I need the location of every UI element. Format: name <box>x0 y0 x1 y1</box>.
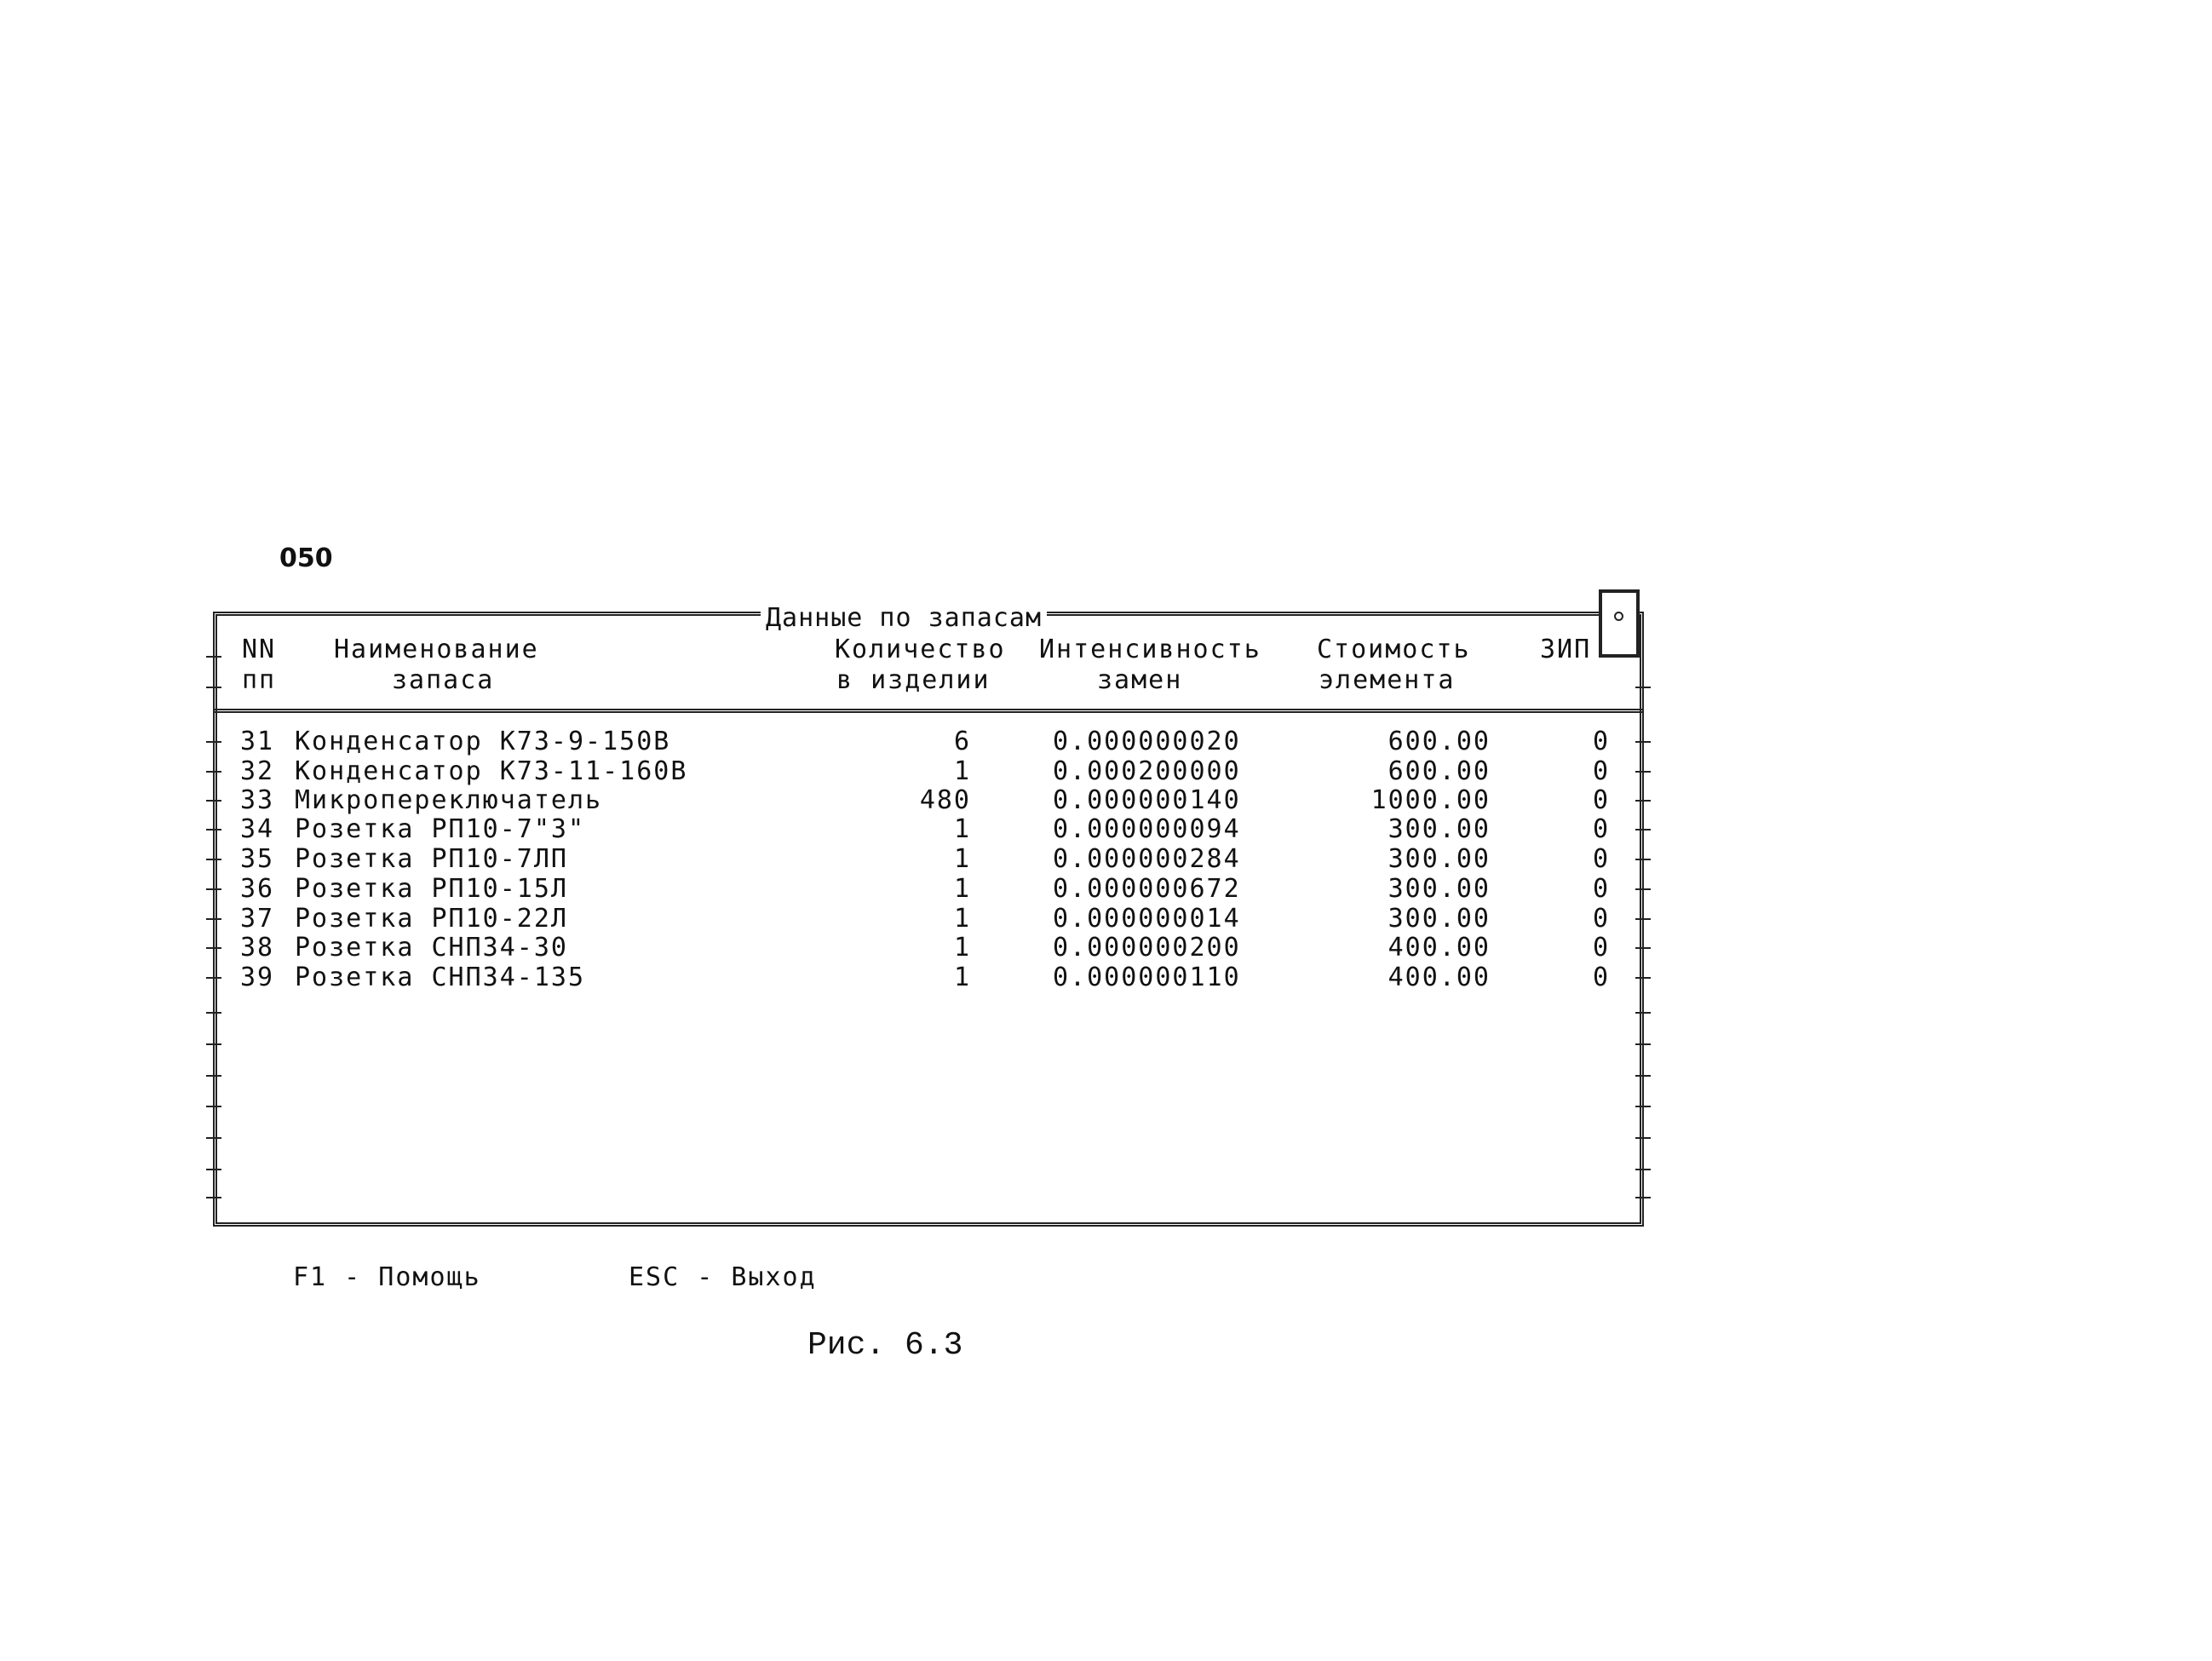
header-divider <box>213 709 1644 713</box>
table-row[interactable] <box>0 933 1704 962</box>
border-tick <box>1635 1169 1651 1170</box>
border-tick <box>1635 771 1651 773</box>
border-tick <box>1635 1012 1651 1014</box>
figure-caption: Рис. 6.3 <box>807 1327 963 1364</box>
row-qty: 1 <box>953 756 971 786</box>
row-intensity: 0.000000014 <box>1053 904 1241 934</box>
border-tick <box>1635 1106 1651 1107</box>
row-intensity: 0.000000284 <box>1053 844 1241 874</box>
row-num: 39 <box>240 963 275 992</box>
header-zip: ЗИП <box>1540 635 1592 664</box>
row-cost: 600.00 <box>1388 756 1491 786</box>
table-row[interactable] <box>0 756 1704 785</box>
border-tick <box>206 1106 221 1107</box>
row-num: 36 <box>240 874 275 904</box>
table-row[interactable] <box>0 874 1704 903</box>
row-name: Розетка РП10-7ЛП <box>295 844 568 874</box>
border-tick <box>206 1197 221 1198</box>
border-tick <box>206 977 221 979</box>
row-name: Розетка СНП34-30 <box>295 933 568 963</box>
window-close-button[interactable] <box>1599 589 1640 658</box>
border-tick <box>1635 687 1651 688</box>
border-tick <box>1635 829 1651 830</box>
border-tick <box>1635 741 1651 743</box>
border-tick <box>206 800 221 802</box>
border-tick <box>206 1043 221 1045</box>
row-cost: 300.00 <box>1388 904 1491 934</box>
row-intensity: 0.000200000 <box>1053 756 1241 786</box>
row-num: 37 <box>240 904 275 934</box>
row-name: Конденсатор К73-11-160В <box>295 756 688 786</box>
row-intensity: 0.000000094 <box>1053 814 1241 844</box>
row-name: Розетка СНП34-135 <box>295 963 586 992</box>
table-row[interactable] <box>0 844 1704 873</box>
row-name: Розетка РП10-22Л <box>295 904 568 934</box>
border-tick <box>206 859 221 860</box>
row-num: 32 <box>240 756 275 786</box>
row-zip: 0 <box>1592 904 1610 934</box>
row-cost: 300.00 <box>1388 814 1491 844</box>
header-qty-2: в изделии <box>836 665 991 695</box>
exit-key[interactable]: ESC - Выход <box>629 1262 817 1292</box>
border-tick <box>1635 918 1651 920</box>
border-tick <box>206 1137 221 1139</box>
row-zip: 0 <box>1592 933 1610 963</box>
header-intensity-1: Интенсивность <box>1039 635 1261 664</box>
row-qty: 1 <box>953 844 971 874</box>
border-tick <box>206 888 221 890</box>
header-name-2: запаса <box>392 665 495 695</box>
row-cost: 400.00 <box>1388 933 1491 963</box>
table-row[interactable] <box>0 963 1704 991</box>
border-tick <box>206 1075 221 1077</box>
help-key[interactable]: F1 - Помощь <box>293 1262 481 1292</box>
row-num: 35 <box>240 844 275 874</box>
row-cost: 1000.00 <box>1370 785 1491 815</box>
row-num: 33 <box>240 785 275 815</box>
border-tick <box>1635 977 1651 979</box>
row-zip: 0 <box>1592 756 1610 786</box>
row-qty: 1 <box>953 904 971 934</box>
header-qty-1: Количество <box>835 635 1006 664</box>
border-tick <box>1635 1075 1651 1077</box>
border-tick <box>1635 1043 1651 1045</box>
row-zip: 0 <box>1592 844 1610 874</box>
border-tick <box>206 687 221 688</box>
window-title: Данные по запасам <box>761 603 1047 633</box>
row-qty: 6 <box>953 727 971 756</box>
border-tick <box>206 829 221 830</box>
border-tick <box>1635 888 1651 890</box>
row-num: 38 <box>240 933 275 963</box>
header-intensity-2: замен <box>1097 665 1183 695</box>
header-num-2: пп <box>242 665 277 695</box>
close-icon <box>1614 612 1623 621</box>
row-num: 34 <box>240 814 275 844</box>
row-qty: 1 <box>953 874 971 904</box>
row-zip: 0 <box>1592 874 1610 904</box>
header-cost-2: элемента <box>1319 665 1456 695</box>
border-tick <box>206 1169 221 1170</box>
row-qty: 480 <box>919 785 971 815</box>
table-row[interactable] <box>0 814 1704 843</box>
table-row[interactable] <box>0 785 1704 814</box>
page-number: 050 <box>279 543 333 573</box>
row-cost: 300.00 <box>1388 844 1491 874</box>
row-name: Розетка РП10-7"З" <box>295 814 586 844</box>
border-tick <box>206 741 221 743</box>
border-tick <box>1635 859 1651 860</box>
row-intensity: 0.000000110 <box>1053 963 1241 992</box>
row-name: Розетка РП10-15Л <box>295 874 568 904</box>
border-tick <box>1635 947 1651 949</box>
border-tick <box>206 918 221 920</box>
row-zip: 0 <box>1592 785 1610 815</box>
border-tick <box>206 1012 221 1014</box>
row-num: 31 <box>240 727 275 756</box>
border-tick <box>1635 1137 1651 1139</box>
row-qty: 1 <box>953 933 971 963</box>
border-tick <box>206 947 221 949</box>
header-cost-1: Стоимость <box>1317 635 1471 664</box>
row-zip: 0 <box>1592 814 1610 844</box>
row-name: Микропереключатель <box>295 785 603 815</box>
row-qty: 1 <box>953 963 971 992</box>
row-cost: 300.00 <box>1388 874 1491 904</box>
table-row[interactable] <box>0 904 1704 933</box>
row-intensity: 0.000000200 <box>1053 933 1241 963</box>
row-intensity: 0.000000672 <box>1053 874 1241 904</box>
header-name-1: Наименование <box>334 635 539 664</box>
header-num-1: NN <box>242 635 277 664</box>
border-tick <box>206 656 221 658</box>
border-tick <box>1635 1197 1651 1198</box>
border-tick <box>206 771 221 773</box>
table-row[interactable] <box>0 727 1704 756</box>
row-name: Конденсатор К73-9-150В <box>295 727 671 756</box>
row-zip: 0 <box>1592 727 1610 756</box>
row-zip: 0 <box>1592 963 1610 992</box>
row-cost: 600.00 <box>1388 727 1491 756</box>
row-cost: 400.00 <box>1388 963 1491 992</box>
row-intensity: 0.000000020 <box>1053 727 1241 756</box>
row-intensity: 0.000000140 <box>1053 785 1241 815</box>
row-qty: 1 <box>953 814 971 844</box>
border-tick <box>1635 800 1651 802</box>
